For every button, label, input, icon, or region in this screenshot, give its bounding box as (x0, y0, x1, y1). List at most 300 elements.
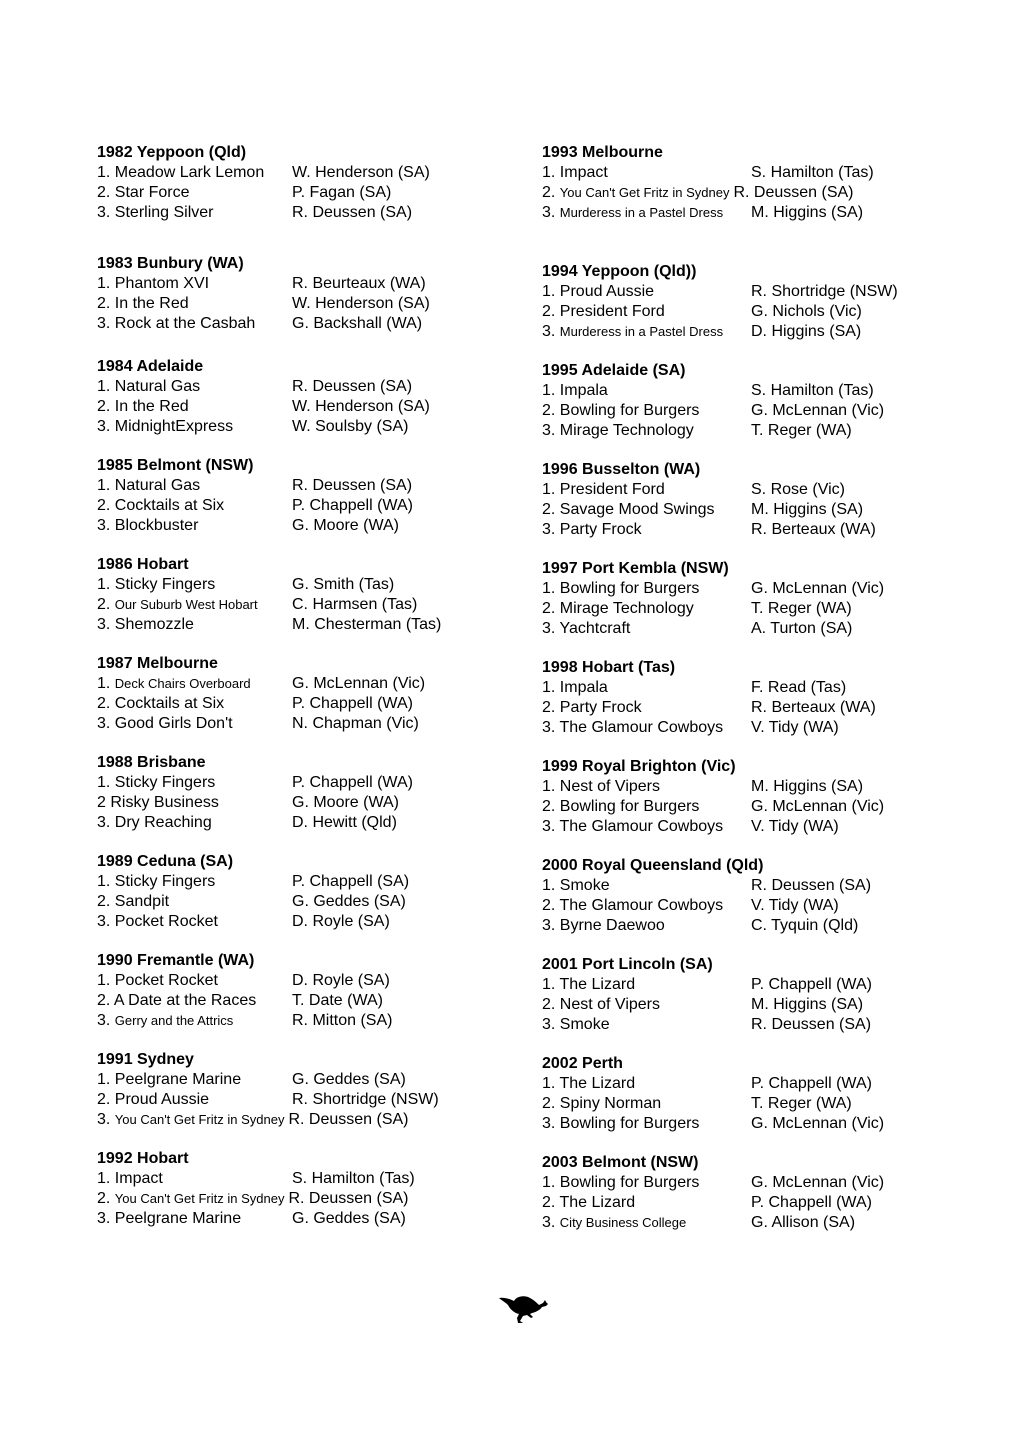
result-row (542, 302, 982, 322)
skipper-name: M. Higgins (SA) (751, 501, 864, 518)
result-row (542, 797, 982, 817)
skipper-name: W. Henderson (SA) (292, 398, 430, 415)
result-row (542, 896, 982, 916)
result-row (97, 991, 517, 1011)
skipper-name: S. Rose (Vic) (751, 481, 845, 498)
event-title: 1993 Melbourne (542, 144, 663, 161)
result-row (97, 595, 517, 615)
event-block (97, 1050, 517, 1130)
skipper-name: F. Read (Tas) (751, 679, 847, 696)
result-row (97, 417, 517, 437)
boat-name: Spiny Norman (559, 1095, 662, 1112)
result-row (542, 1015, 982, 1035)
result-row (542, 599, 982, 619)
result-row (542, 718, 982, 738)
skipper-name: T. Date (WA) (292, 992, 383, 1009)
result-row (97, 1169, 517, 1189)
boat-name: Savage Mood Swings (559, 501, 715, 518)
boat-name: Yachtcraft (559, 620, 631, 637)
result-row (97, 1090, 517, 1110)
placing-number: 2. (97, 596, 111, 613)
boat-name: Murderess in a Pastel Dress (559, 324, 724, 339)
result-row (542, 1114, 982, 1134)
result-row (97, 674, 517, 694)
result-row (97, 294, 517, 314)
event-title: 1998 Hobart (Tas) (542, 659, 676, 676)
skipper-name: R. Berteaux (WA) (751, 521, 876, 538)
placing-number: 2. (542, 1095, 556, 1112)
skipper-name: M. Higgins (SA) (751, 778, 864, 795)
event-title: 1982 Yeppoon (Qld) (97, 144, 247, 161)
event-title: 1985 Belmont (NSW) (97, 457, 254, 474)
placing-number: 1. (542, 976, 556, 993)
boat-name: Party Frock (559, 521, 642, 538)
result-row (542, 381, 982, 401)
boat-name: Gerry and the Attrics (114, 1013, 234, 1028)
skipper-name: G. McLennan (Vic) (751, 580, 885, 597)
event-block (97, 753, 517, 833)
result-row (542, 322, 982, 342)
skipper-name: G. Allison (SA) (751, 1214, 856, 1231)
result-row (542, 619, 982, 639)
result-row (97, 274, 517, 294)
boat-name: The Lizard (559, 1194, 636, 1211)
skipper-name: M. Chesterman (Tas) (292, 616, 442, 633)
result-row (97, 793, 517, 813)
boat-name: Deck Chairs Overboard (114, 676, 251, 691)
result-row (542, 163, 982, 183)
skipper-name: P. Chappell (WA) (292, 497, 413, 514)
placing-number: 1. (542, 283, 556, 300)
result-row (97, 912, 517, 932)
event-block (542, 143, 982, 223)
skipper-name: P. Chappell (WA) (751, 1194, 872, 1211)
event-title: 1999 Royal Brighton (Vic) (542, 758, 736, 775)
boat-name: Nest of Vipers (559, 996, 660, 1013)
skipper-name: T. Reger (WA) (751, 1095, 852, 1112)
placing-number: 3. (542, 917, 556, 934)
skipper-name: W. Henderson (SA) (292, 164, 430, 181)
event-block (97, 951, 517, 1031)
boat-name: Bowling for Burgers (559, 1115, 700, 1132)
boat-name: A Date at the Races (113, 992, 257, 1009)
placing-number: 1. (542, 877, 556, 894)
result-row (97, 476, 517, 496)
skipper-name: G. McLennan (Vic) (751, 1174, 885, 1191)
event-title: 1989 Ceduna (SA) (97, 853, 234, 870)
skipper-name: D. Hewitt (Qld) (292, 814, 397, 831)
result-row (542, 876, 982, 896)
skipper-name: G. Smith (Tas) (292, 576, 395, 593)
skipper-name: R. Deussen (SA) (751, 1016, 872, 1033)
skipper-name: G. Nichols (Vic) (751, 303, 862, 320)
placing-number: 3. (97, 913, 111, 930)
result-row (542, 777, 982, 797)
placing-number: 3. (97, 418, 111, 435)
skipper-name: N. Chapman (Vic) (292, 715, 419, 732)
result-row (97, 813, 517, 833)
boat-name: Sandpit (114, 893, 170, 910)
event-title: 1986 Hobart (97, 556, 189, 573)
boat-name: Rock at the Casbah (114, 315, 256, 332)
placing-number: 3. (542, 1214, 556, 1231)
skipper-name: A. Turton (SA) (751, 620, 853, 637)
boat-name: Party Frock (559, 699, 642, 716)
result-row (542, 916, 982, 936)
kangaroo-logo-svg (496, 1288, 552, 1328)
event-title: 1991 Sydney (97, 1051, 194, 1068)
boat-name: Smoke (559, 1016, 610, 1033)
event-block (542, 559, 982, 639)
event-title: 1996 Busselton (WA) (542, 461, 701, 478)
boat-name: Impala (559, 382, 608, 399)
skipper-name: P. Chappell (WA) (751, 976, 872, 993)
result-row (97, 183, 517, 203)
skipper-name: R. Deussen (SA) (288, 1111, 409, 1128)
event-block (97, 555, 517, 635)
result-row (542, 203, 982, 223)
skipper-name: P. Chappell (SA) (292, 873, 410, 890)
event-block (542, 1153, 982, 1233)
placing-number: 1. (97, 164, 111, 181)
boat-name: Cocktails at Six (114, 497, 225, 514)
result-row (542, 995, 982, 1015)
boat-name: You Can't Get Fritz in Sydney (114, 1191, 285, 1206)
placing-number: 2. (97, 893, 111, 910)
placing-number: 3. (542, 422, 556, 439)
placing-number: 1. (97, 576, 111, 593)
placing-number: 3. (97, 517, 111, 534)
boat-name: President Ford (559, 303, 665, 320)
result-row (97, 773, 517, 793)
placing-number: 3. (97, 1012, 111, 1029)
event-title: 1990 Fremantle (WA) (97, 952, 255, 969)
placing-number: 2. (97, 184, 111, 201)
boat-name: You Can't Get Fritz in Sydney (559, 185, 730, 200)
event-block (542, 955, 982, 1035)
result-row (542, 1213, 982, 1233)
boat-name: Sticky Fingers (114, 576, 216, 593)
placing-number: 2. (97, 1190, 111, 1207)
boat-name: The Lizard (559, 1075, 636, 1092)
placing-number: 3. (542, 719, 556, 736)
event-title: 1984 Adelaide (97, 358, 204, 375)
skipper-name: S. Hamilton (Tas) (751, 164, 874, 181)
placing-number: 1. (97, 972, 111, 989)
placing-number: 1. (97, 774, 111, 791)
skipper-name: P. Chappell (WA) (751, 1075, 872, 1092)
boat-name: Meadow Lark Lemon (114, 164, 265, 181)
result-row (97, 1189, 517, 1209)
skipper-name: G. Geddes (SA) (292, 893, 406, 910)
skipper-name: T. Reger (WA) (751, 422, 852, 439)
result-row (97, 714, 517, 734)
skipper-name: V. Tidy (WA) (751, 719, 839, 736)
boat-name: Our Suburb West Hobart (114, 597, 258, 612)
event-block (97, 143, 517, 223)
boat-name: Nest of Vipers (559, 778, 660, 795)
result-row (97, 872, 517, 892)
boat-name: You Can't Get Fritz in Sydney (114, 1112, 285, 1127)
event-title: 1987 Melbourne (97, 655, 218, 672)
skipper-name: R. Mitton (SA) (292, 1012, 393, 1029)
placing-number: 1. (97, 477, 111, 494)
placing-number: 1. (97, 1170, 111, 1187)
skipper-name: M. Higgins (SA) (751, 996, 864, 1013)
placing-number: 3. (542, 204, 556, 221)
skipper-name: S. Hamilton (Tas) (292, 1170, 415, 1187)
event-block (542, 1054, 982, 1134)
skipper-name: R. Berteaux (WA) (751, 699, 876, 716)
boat-name: Pocket Rocket (114, 913, 218, 930)
boat-name: City Business College (559, 1215, 687, 1230)
event-title: 1994 Yeppoon (Qld)) (542, 263, 697, 280)
skipper-name: M. Higgins (SA) (751, 204, 864, 221)
kangaroo-icon (496, 1288, 552, 1328)
boat-name: Bowling for Burgers (559, 798, 700, 815)
boat-name: President Ford (559, 481, 665, 498)
result-row (97, 1070, 517, 1090)
placing-number: 2. (542, 600, 556, 617)
result-row (542, 817, 982, 837)
skipper-name: C. Harmsen (Tas) (292, 596, 418, 613)
placing-number: 3. (542, 521, 556, 538)
event-title: 1988 Brisbane (97, 754, 206, 771)
skipper-name: R. Deussen (SA) (751, 877, 872, 894)
placing-number: 2. (542, 996, 556, 1013)
skipper-name: R. Deussen (SA) (288, 1190, 409, 1207)
result-row (542, 282, 982, 302)
boat-name: Bowling for Burgers (559, 580, 700, 597)
skipper-name: C. Tyquin (Qld) (751, 917, 859, 934)
event-title: 1997 Port Kembla (NSW) (542, 560, 729, 577)
boat-name: Risky Business (110, 794, 219, 811)
placing-number: 3. (542, 1016, 556, 1033)
boat-name: Blockbuster (114, 517, 199, 534)
result-row (542, 1094, 982, 1114)
result-row (97, 496, 517, 516)
boat-name: Smoke (559, 877, 610, 894)
placing-number: 1. (97, 378, 111, 395)
result-row (542, 678, 982, 698)
event-title: 2000 Royal Queensland (Qld) (542, 857, 764, 874)
result-row (97, 971, 517, 991)
skipper-name: G. McLennan (Vic) (751, 798, 885, 815)
result-row (97, 163, 517, 183)
skipper-name: D. Royle (SA) (292, 913, 390, 930)
skipper-name: G. Backshall (WA) (292, 315, 423, 332)
placing-number: 2. (542, 699, 556, 716)
placing-number: 1. (542, 679, 556, 696)
skipper-name: G. McLennan (Vic) (292, 675, 426, 692)
placing-number: 3. (97, 814, 111, 831)
event-block (97, 357, 517, 437)
event-block (97, 254, 517, 334)
event-block (542, 460, 982, 540)
skipper-name: G. Moore (WA) (292, 517, 399, 534)
placing-number: 2. (542, 402, 556, 419)
result-row (542, 579, 982, 599)
placing-number: 2. (542, 303, 556, 320)
placing-number: 3. (542, 323, 556, 340)
placing-number: 2. (542, 798, 556, 815)
boat-name: Star Force (114, 184, 190, 201)
boat-name: The Glamour Cowboys (559, 818, 724, 835)
placing-number: 3. (97, 715, 111, 732)
boat-name: Murderess in a Pastel Dress (559, 205, 724, 220)
placing-number: 1. (542, 778, 556, 795)
event-title: 2001 Port Lincoln (SA) (542, 956, 713, 973)
skipper-name: G. Moore (WA) (292, 794, 399, 811)
skipper-name: P. Fagan (SA) (292, 184, 392, 201)
placing-number: 3. (97, 315, 111, 332)
event-block (542, 757, 982, 837)
event-block (97, 1149, 517, 1229)
placing-number: 2 (97, 794, 106, 811)
placing-number: 1. (97, 1071, 111, 1088)
event-block (97, 456, 517, 536)
result-row (97, 1110, 517, 1130)
placing-number: 2. (542, 184, 556, 201)
placing-number: 2. (97, 695, 111, 712)
boat-name: Impala (559, 679, 608, 696)
event-block (97, 852, 517, 932)
skipper-name: R. Beurteaux (WA) (292, 275, 426, 292)
result-row (97, 516, 517, 536)
result-row (542, 1173, 982, 1193)
skipper-name: V. Tidy (WA) (751, 897, 839, 914)
event-title: 1995 Adelaide (SA) (542, 362, 686, 379)
placing-number: 1. (542, 1174, 556, 1191)
result-row (97, 397, 517, 417)
skipper-name: P. Chappell (WA) (292, 774, 413, 791)
boat-name: The Glamour Cowboys (559, 719, 724, 736)
event-block (97, 654, 517, 734)
boat-name: Bowling for Burgers (559, 402, 700, 419)
placing-number: 3. (97, 1210, 111, 1227)
placing-number: 2. (542, 897, 556, 914)
boat-name: Sticky Fingers (114, 873, 216, 890)
boat-name: Natural Gas (114, 378, 201, 395)
skipper-name: G. McLennan (Vic) (751, 402, 885, 419)
placing-number: 1. (97, 275, 111, 292)
placing-number: 1. (542, 481, 556, 498)
result-row (542, 421, 982, 441)
placing-number: 2. (97, 1091, 111, 1108)
boat-name: The Lizard (559, 976, 636, 993)
result-row (97, 314, 517, 334)
result-row (542, 975, 982, 995)
placing-number: 2. (97, 398, 111, 415)
boat-name: Bowling for Burgers (559, 1174, 700, 1191)
skipper-name: V. Tidy (WA) (751, 818, 839, 835)
skipper-name: R. Deussen (SA) (292, 378, 413, 395)
result-row (542, 520, 982, 540)
skipper-name: W. Henderson (SA) (292, 295, 430, 312)
skipper-name: R. Deussen (SA) (292, 477, 413, 494)
skipper-name: G. Geddes (SA) (292, 1210, 406, 1227)
boat-name: Mirage Technology (559, 600, 694, 617)
boat-name: Sticky Fingers (114, 774, 216, 791)
boat-name: Shemozzle (114, 616, 194, 633)
boat-name: The Glamour Cowboys (559, 897, 724, 914)
boat-name: Peelgrane Marine (114, 1210, 242, 1227)
placing-number: 2. (97, 497, 111, 514)
event-title: 2003 Belmont (NSW) (542, 1154, 699, 1171)
result-row (542, 1074, 982, 1094)
result-row (97, 694, 517, 714)
boat-name: Dry Reaching (114, 814, 212, 831)
boat-name: Good Girls Don't (114, 715, 233, 732)
placing-number: 3. (97, 616, 111, 633)
result-row (97, 575, 517, 595)
skipper-name: P. Chappell (WA) (292, 695, 413, 712)
result-row (97, 892, 517, 912)
placing-number: 2. (542, 501, 556, 518)
placing-number: 1. (542, 1075, 556, 1092)
boat-name: Phantom XVI (114, 275, 210, 292)
placing-number: 2. (542, 1194, 556, 1211)
skipper-name: D. Royle (SA) (292, 972, 390, 989)
placing-number: 2. (97, 295, 111, 312)
boat-name: Proud Aussie (114, 1091, 210, 1108)
event-block (542, 856, 982, 936)
boat-name: Cocktails at Six (114, 695, 225, 712)
event-block (542, 262, 982, 342)
result-row (542, 480, 982, 500)
boat-name: Impact (559, 164, 608, 181)
boat-name: Pocket Rocket (114, 972, 218, 989)
result-row (97, 1011, 517, 1031)
result-row (542, 183, 982, 203)
result-row (97, 203, 517, 223)
skipper-name: G. Geddes (SA) (292, 1071, 406, 1088)
event-title: 1992 Hobart (97, 1150, 189, 1167)
placing-number: 1. (542, 382, 556, 399)
skipper-name: S. Hamilton (Tas) (751, 382, 874, 399)
result-row (542, 698, 982, 718)
event-block (542, 361, 982, 441)
boat-name: MidnightExpress (114, 418, 234, 435)
result-row (97, 377, 517, 397)
placing-number: 3. (542, 818, 556, 835)
placing-number: 3. (97, 1111, 111, 1128)
result-row (542, 500, 982, 520)
event-title: 2002 Perth (542, 1055, 623, 1072)
placing-number: 3. (542, 1115, 556, 1132)
boat-name: Proud Aussie (559, 283, 655, 300)
boat-name: Natural Gas (114, 477, 201, 494)
skipper-name: R. Deussen (SA) (292, 204, 413, 221)
placing-number: 1. (542, 580, 556, 597)
placing-number: 3. (97, 204, 111, 221)
boat-name: Impact (114, 1170, 163, 1187)
skipper-name: D. Higgins (SA) (751, 323, 862, 340)
skipper-name: R. Shortridge (NSW) (751, 283, 898, 300)
placing-number: 1. (542, 164, 556, 181)
event-title: 1983 Bunbury (WA) (97, 255, 244, 272)
result-row (97, 615, 517, 635)
placing-number: 1. (97, 675, 111, 692)
boat-name: Peelgrane Marine (114, 1071, 242, 1088)
event-block (542, 658, 982, 738)
result-row (542, 401, 982, 421)
placing-number: 1. (97, 873, 111, 890)
skipper-name: W. Soulsby (SA) (292, 418, 409, 435)
placing-number: 2. (97, 992, 111, 1009)
boat-name: Mirage Technology (559, 422, 694, 439)
skipper-name: G. McLennan (Vic) (751, 1115, 885, 1132)
